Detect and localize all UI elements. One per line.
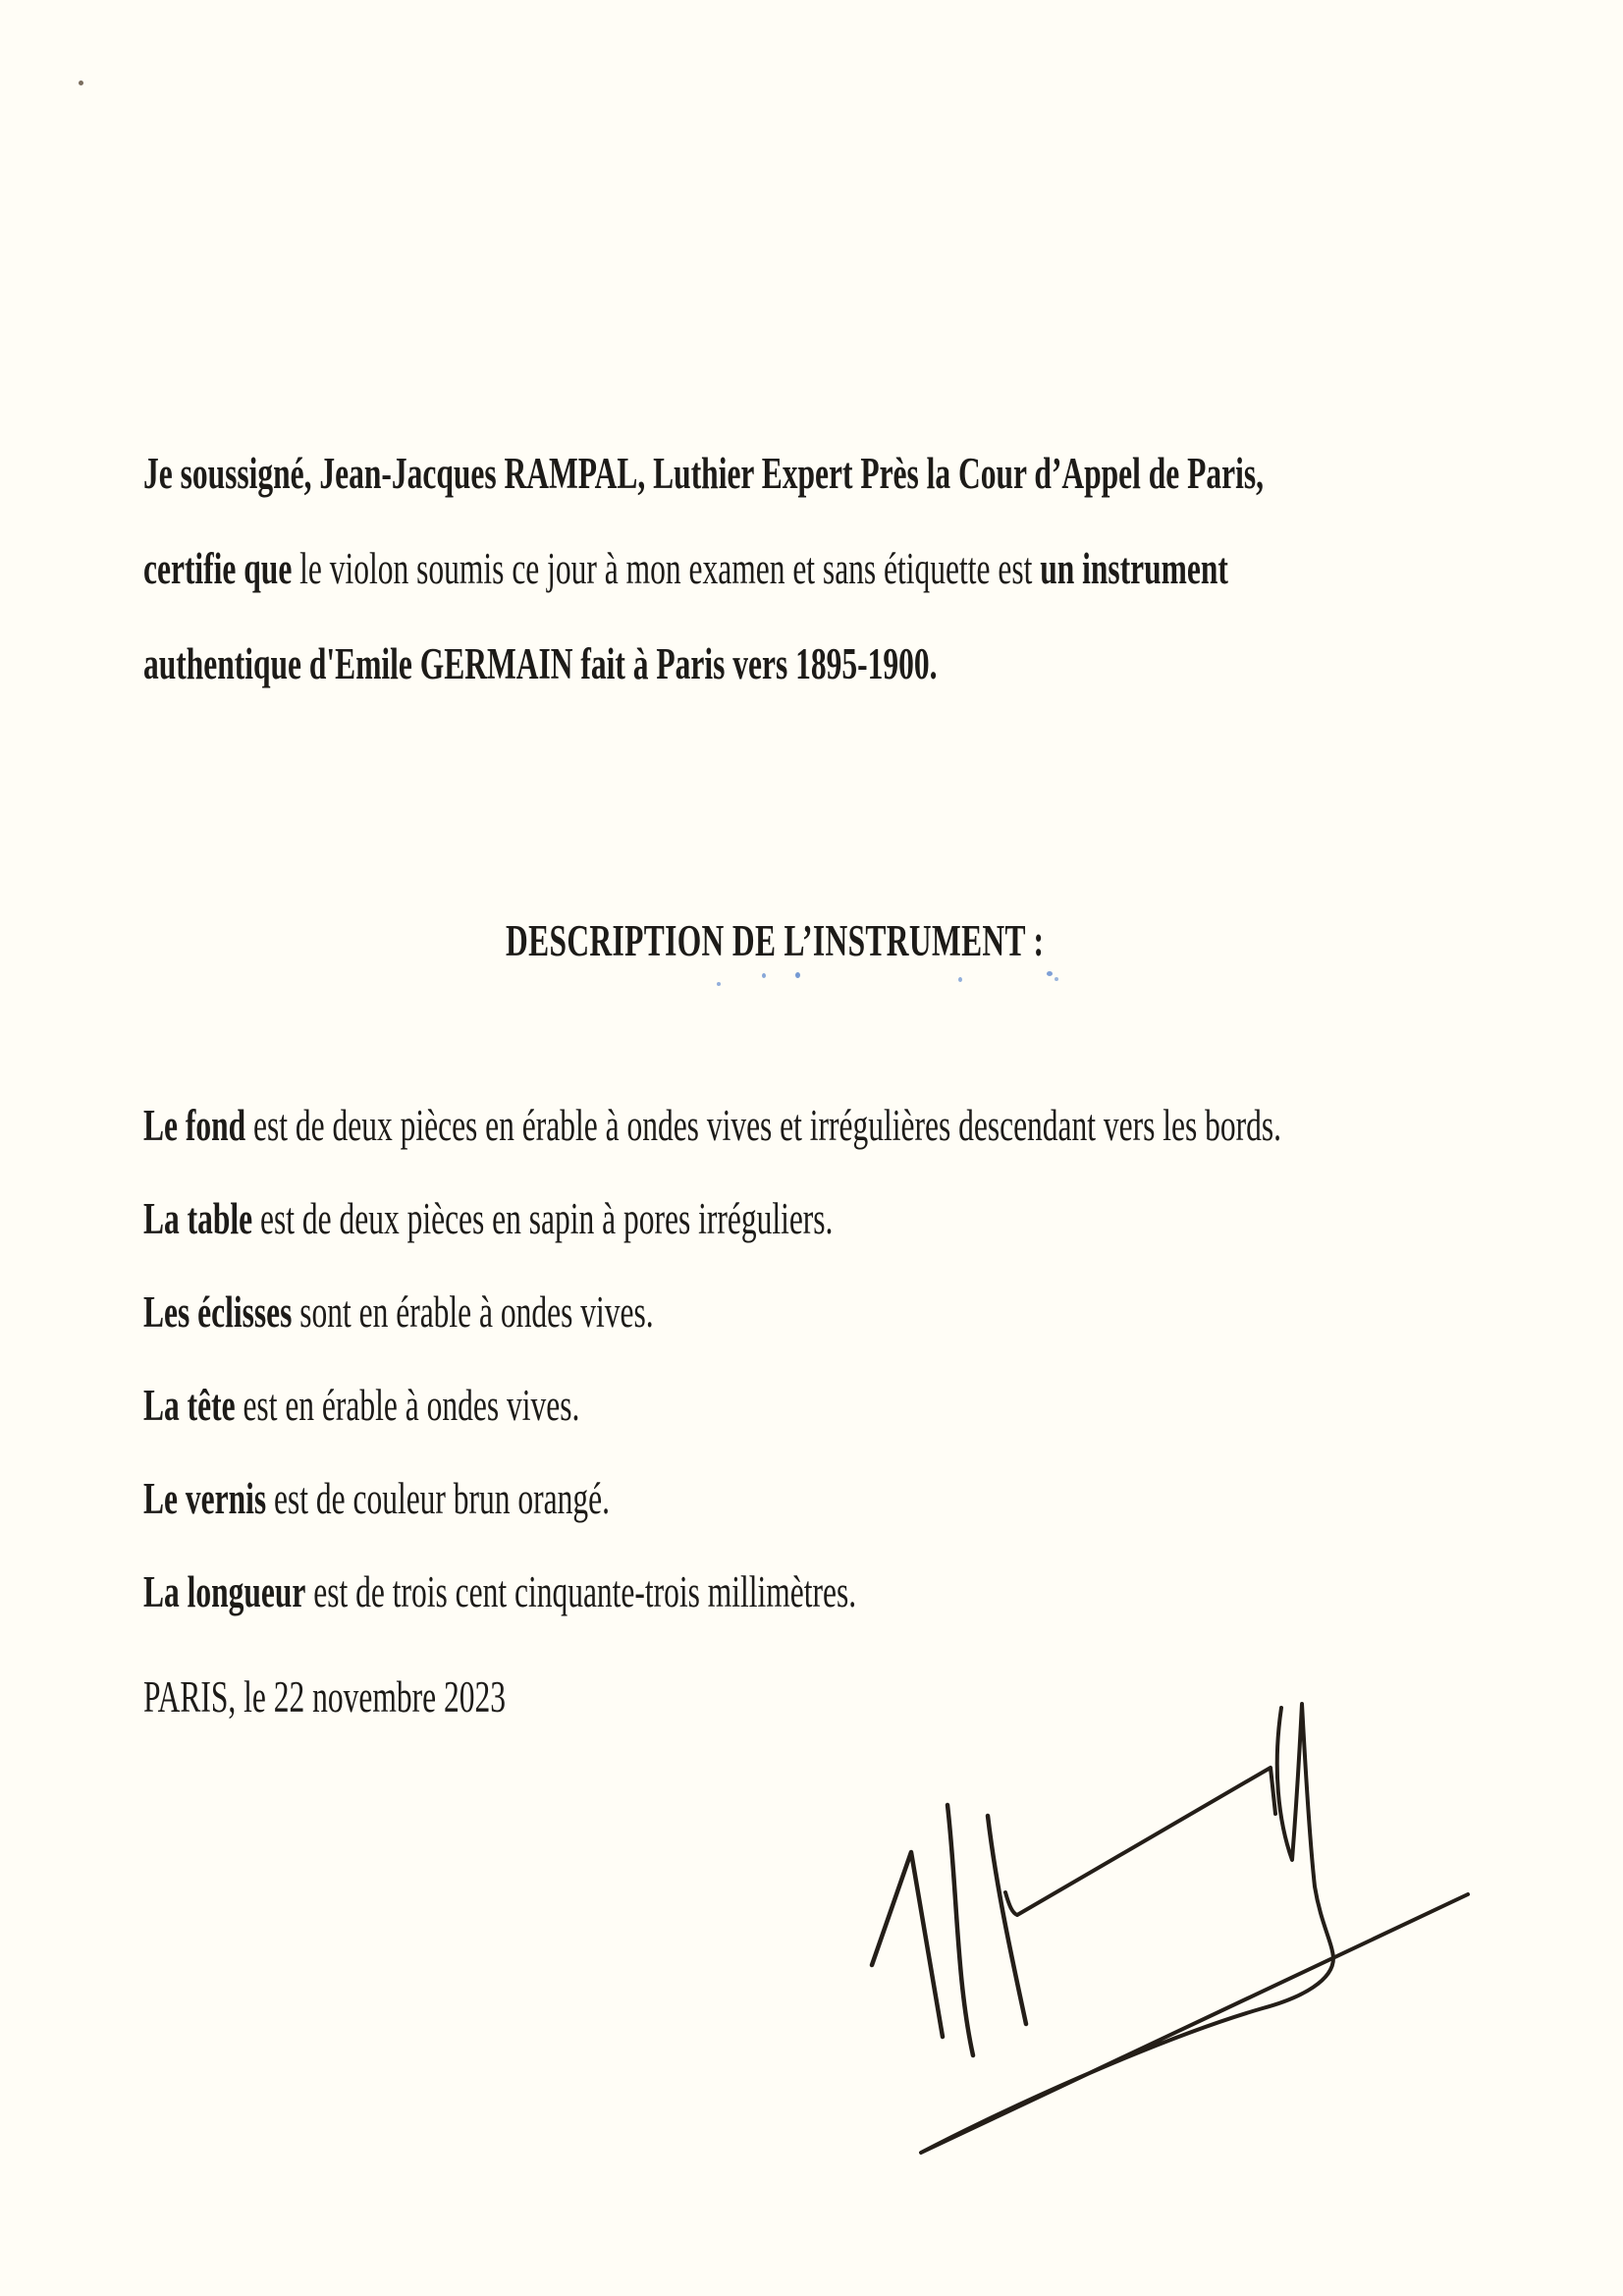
signature-stroke-zigzag — [872, 1852, 943, 2037]
scan-speck-blue — [717, 982, 721, 986]
scan-speck-blue — [762, 973, 766, 978]
vernis-lead: Le vernis — [143, 1474, 267, 1523]
longueur-rest: est de trois cent cinquante-trois millimètres. — [305, 1567, 857, 1616]
signature-stroke-tall-1 — [947, 1805, 973, 2055]
fond-lead: Le fond — [143, 1101, 246, 1150]
description-line-longueur — [143, 1567, 857, 1616]
description-line-vernis — [143, 1474, 610, 1523]
handwritten-signature — [844, 1684, 1492, 2175]
table-rest: est de deux pièces en sapin à pores irréguliers. — [252, 1194, 834, 1243]
intro-line2-regular: le violon soumis ce jour à mon examen et sans étiquette est — [292, 544, 1041, 593]
description-line-table — [143, 1194, 834, 1243]
scan-speck — [79, 81, 83, 85]
table-lead: La table — [143, 1194, 253, 1243]
intro-line2-bold-start: certifie que — [143, 544, 293, 593]
scan-speck-blue — [958, 977, 962, 982]
fond-rest: est de deux pièces en érable à ondes vives et irrégulières descendant vers les bords. — [245, 1101, 1282, 1150]
eclisses-rest: sont en érable à ondes vives. — [292, 1287, 654, 1337]
signature-stroke-tall-2 — [988, 1816, 1026, 2024]
scan-speck-blue — [1055, 977, 1058, 981]
intro-line-1: Je soussigné, Jean-Jacques RAMPAL, Luthier Expert Près la Cour d’Appel de Paris, — [143, 449, 1264, 498]
intro-line-2 — [143, 544, 1228, 593]
signature-stroke-loops-and-sweep — [921, 1704, 1468, 2153]
scan-speck-blue — [795, 972, 800, 978]
scan-speck-blue — [1047, 971, 1053, 976]
description-line-tete — [143, 1381, 580, 1430]
dateline: PARIS, le 22 novembre 2023 — [143, 1672, 506, 1722]
tete-lead: La tête — [143, 1381, 236, 1430]
tete-rest: est en érable à ondes vives. — [235, 1381, 580, 1430]
intro-line-3: authentique d'Emile GERMAIN fait à Paris vers 1895-1900. — [143, 639, 938, 688]
description-line-fond — [143, 1101, 1282, 1150]
signature-stroke-diagonal-top — [1005, 1768, 1275, 1915]
section-heading: DESCRIPTION DE L’INSTRUMENT : — [506, 916, 1045, 965]
longueur-lead: La longueur — [143, 1567, 306, 1616]
intro-line2-bold-end: un instrument — [1040, 544, 1228, 593]
description-line-eclisses — [143, 1287, 654, 1337]
eclisses-lead: Les éclisses — [143, 1287, 293, 1337]
vernis-rest: est de couleur brun orangé. — [266, 1474, 610, 1523]
